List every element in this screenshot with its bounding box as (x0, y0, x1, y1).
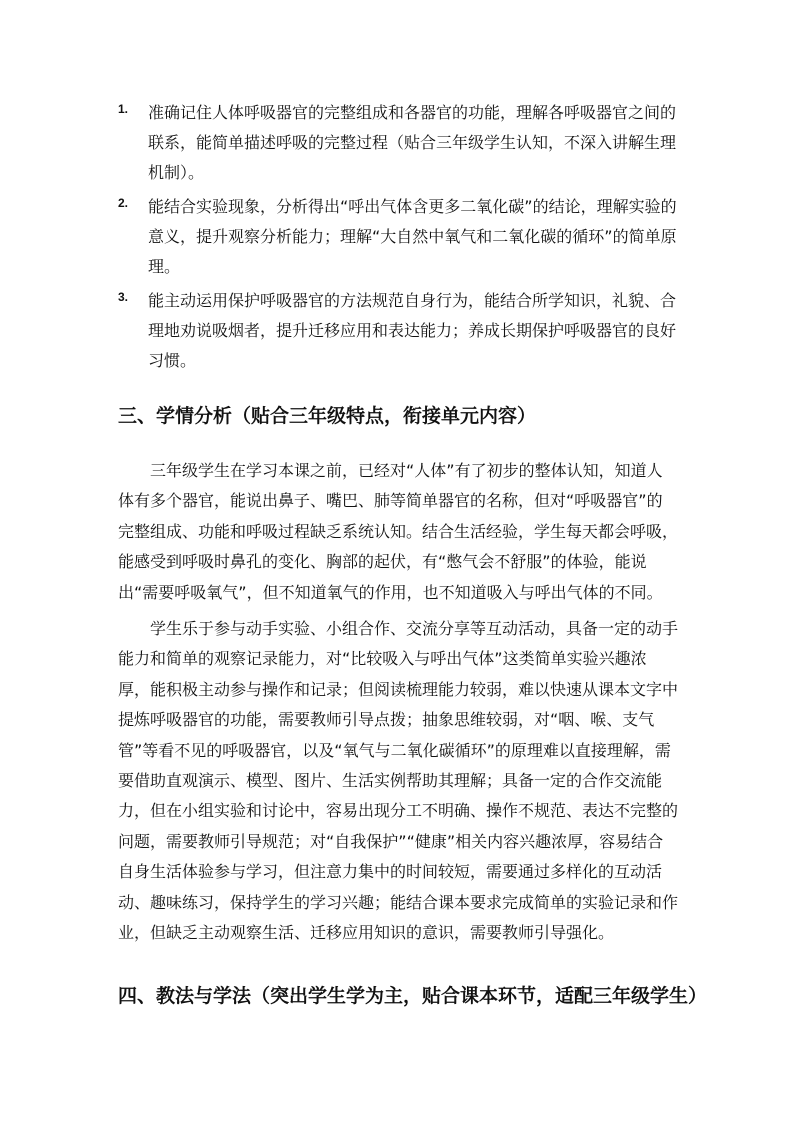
section-heading-teaching-methods: 四、教法与学法（突出学生学为主，贴合课本环节，适配三年级学生） (118, 985, 708, 1007)
list-item (118, 192, 678, 282)
paragraph: 学生乐于参与动手实验、小组合作、交流分享等互动活动，具备一定的动手能力和简单的观察记录能力，对“比较吸入与呼出气体”这类简单实验兴趣浓厚，能积极主动参与操作和记录；但阅读梳理能力较弱，难以快速从课本文字中提炼呼吸器官的功能，需要教师引导点拨；抽象思维较弱，对“咽、喉、支气管”等看不见的呼吸器官，以及“氧气与二氧化碳循环”的原理难以直接理解，需要借助直观演示、模型、图片、生活实例帮助其理解；具备一定的合作交流能力，但在小组实验和讨论中，容易出现分工不明确、操作不规范、表达不完整的问题，需要教师引导规范；对“自我保护”“健康”相关内容兴趣浓厚，容易结合自身生活体验参与学习，但注意力集中的时间较短，需要通过多样化的互动活动、趣味练习，保持学生的学习兴趣；能结合课本要求完成简单的实验记录和作业，但缺乏主动观察生活、迁移应用知识的意识，需要教师引导强化。 (118, 619, 679, 943)
list-item (118, 286, 678, 376)
list-text: 准确记住人体呼吸器官的完整组成和各器官的功能，理解各呼吸器官之间的联系，能简单描述呼吸的完整过程（贴合三年级学生认知，不深入讲解生理机制）。 (148, 103, 677, 182)
list-text: 能主动运用保护呼吸器官的方法规范自身行为，能结合所学知识，礼貌、合理地劝说吸烟者，提升迁移应用和表达能力；养成长期保护呼吸器官的良好习惯。 (148, 291, 677, 370)
objectives-list (118, 98, 678, 380)
section-heading-learner-analysis: 三、学情分析（贴合三年级特点，衔接单元内容） (118, 405, 537, 427)
list-item (118, 98, 678, 188)
list-number: 2. (118, 196, 129, 210)
list-text: 能结合实验现象，分析得出“呼出气体含更多二氧化碳”的结论，理解实验的意义，提升观察分析能力；理解“大自然中氧气和二氧化碳的循环”的简单原理。 (148, 197, 677, 276)
paragraph: 三年级学生在学习本课之前，已经对“人体”有了初步的整体认知，知道人体有多个器官，能说出鼻子、嘴巴、肺等简单器官的名称，但对“呼吸器官”的完整组成、功能和呼吸过程缺乏系统认知。结合生活经验，学生每天都会呼吸，能感受到呼吸时鼻孔的变化、胸部的起伏，有“憋气会不舒服”的体验，能说出“需要呼吸氧气”，但不知道氧气的作用，也不知道吸入与呼出气体的不同。 (118, 461, 679, 602)
list-number: 3. (118, 290, 129, 304)
list-number: 1. (118, 102, 129, 116)
